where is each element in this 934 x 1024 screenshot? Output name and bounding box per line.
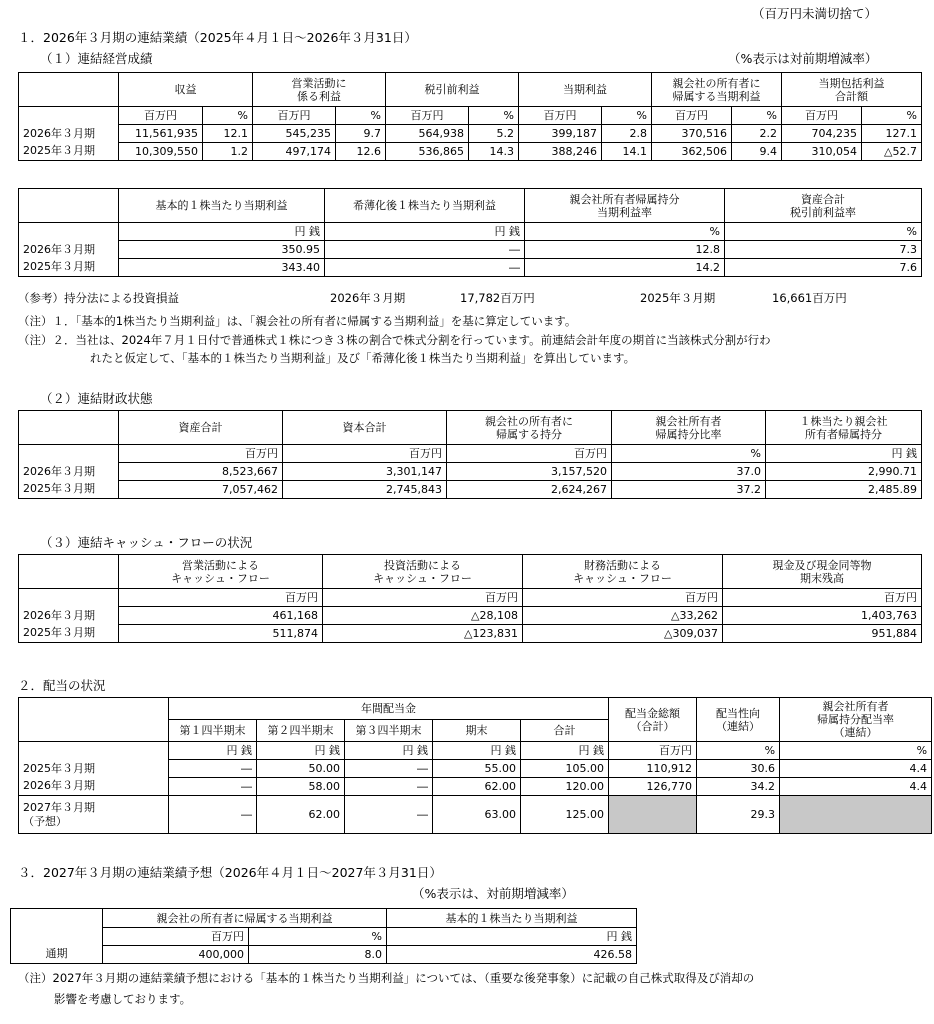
- value-cell: 110,912: [609, 760, 697, 778]
- value-cell: ―: [345, 778, 433, 796]
- value-cell: 14.3: [469, 143, 519, 161]
- value-cell: 2,745,843: [283, 481, 447, 499]
- forecast-pct-note: （%表示は、対前期増減率）: [412, 886, 574, 901]
- unit-cell: 円 銭: [257, 742, 345, 760]
- unit-label-cell: [19, 107, 119, 125]
- value-cell: 2,485.89: [766, 481, 922, 499]
- header-total: 合計: [521, 720, 609, 742]
- table-row: [19, 607, 922, 625]
- corner-cell: [19, 698, 169, 720]
- unit-label-cell: [19, 445, 119, 463]
- value-cell: 704,235: [782, 125, 862, 143]
- header-revenue: 収益: [119, 73, 253, 107]
- value-cell: 9.4: [732, 143, 782, 161]
- value-cell: 37.2: [612, 481, 766, 499]
- unit-cell: %: [469, 107, 519, 125]
- unit-cell: 円 銭: [387, 928, 637, 946]
- unit-label-cell: [19, 223, 119, 241]
- corner-cell: [19, 411, 119, 445]
- table-row: [19, 125, 922, 143]
- value-cell: 7.6: [725, 259, 922, 277]
- header-cash-balance: 現金及び現金同等物 期末残高: [723, 555, 922, 589]
- forecast-title: ３．2027年３月期の連結業績予想（2026年４月１日～2027年３月31日）: [18, 865, 442, 880]
- header-operating-profit: 営業活動に 係る利益: [253, 73, 386, 107]
- unit-cell: 百万円: [283, 445, 447, 463]
- value-cell: △33,262: [523, 607, 723, 625]
- row-label: 2026年３月期: [19, 463, 119, 481]
- unit-cell: %: [336, 107, 386, 125]
- operating-results-table: [18, 72, 922, 161]
- value-cell: ―: [345, 796, 433, 834]
- value-cell: 1,403,763: [723, 607, 922, 625]
- eps-table: [18, 188, 922, 277]
- operating-results-pct-note: （%表示は対前期増減率）: [728, 51, 878, 66]
- header-diluted-eps: 希薄化後１株当たり当期利益: [325, 189, 525, 223]
- value-cell: 10,309,550: [119, 143, 203, 161]
- value-cell: 400,000: [103, 946, 249, 964]
- value-cell: 7.3: [725, 241, 922, 259]
- corner-cell: [19, 73, 119, 107]
- cash-flow-title: （３）連結キャッシュ・フローの状況: [40, 535, 253, 550]
- unit-cell: 百万円: [103, 928, 249, 946]
- value-cell: 350.95: [119, 241, 325, 259]
- value-cell: 50.00: [257, 760, 345, 778]
- header-net-profit: 当期利益: [519, 73, 652, 107]
- unit-cell: 円 銭: [766, 445, 922, 463]
- value-cell: 5.2: [469, 125, 519, 143]
- value-cell: 14.2: [525, 259, 725, 277]
- value-cell: 8,523,667: [119, 463, 283, 481]
- table-row: [19, 241, 922, 259]
- value-cell: 951,884: [723, 625, 922, 643]
- financial-position-title: （２）連結財政状態: [40, 391, 153, 406]
- reference-value-1: 17,782百万円: [460, 291, 535, 305]
- annual-dividend-header: 年間配当金: [169, 698, 609, 720]
- value-cell: 370,516: [652, 125, 732, 143]
- row-label: 2026年３月期: [19, 241, 119, 259]
- value-cell: 3,301,147: [283, 463, 447, 481]
- dividends-table: [18, 697, 932, 834]
- value-cell: 127.1: [862, 125, 922, 143]
- header-forecast-owners-profit: 親会社の所有者に帰属する当期利益: [103, 909, 387, 928]
- reference-value-2: 16,661百万円: [772, 291, 847, 305]
- value-cell: 30.6: [697, 760, 780, 778]
- unit-cell: %: [612, 445, 766, 463]
- value-cell: 399,187: [519, 125, 602, 143]
- value-cell: 63.00: [433, 796, 521, 834]
- unit-cell: %: [525, 223, 725, 241]
- value-cell: 37.0: [612, 463, 766, 481]
- corner-cell: [19, 555, 119, 589]
- header-comprehensive-income: 当期包括利益 合計額: [782, 73, 922, 107]
- note-1: （注）１．「基本的1株当たり当期利益」は、「親会社の所有者に帰属する当期利益」を基に算定しています。: [18, 314, 577, 328]
- header-roa: 資産合計 税引前利益率: [725, 189, 922, 223]
- value-cell: ―: [325, 259, 525, 277]
- header-financing-cf: 財務活動による キャッシュ・フロー: [523, 555, 723, 589]
- unit-cell: 百万円: [386, 107, 469, 125]
- value-cell: 12.1: [203, 125, 253, 143]
- unit-note: （百万円未満切捨て）: [752, 6, 878, 21]
- value-cell: ―: [169, 760, 257, 778]
- value-cell: 2,990.71: [766, 463, 922, 481]
- value-cell: 120.00: [521, 778, 609, 796]
- unit-cell: 円 銭: [345, 742, 433, 760]
- dividends-title: ２．配当の状況: [18, 678, 106, 693]
- row-label: 2025年３月期: [19, 143, 119, 161]
- row-label: 2025年３月期: [19, 259, 119, 277]
- row-label: 2027年３月期 （予想）: [19, 796, 169, 834]
- header-payout-ratio: 配当性向 （連結）: [697, 698, 780, 742]
- value-cell: 3,157,520: [447, 463, 612, 481]
- value-cell: 1.2: [203, 143, 253, 161]
- unit-cell: %: [732, 107, 782, 125]
- value-cell: ―: [169, 796, 257, 834]
- corner-cell: [11, 909, 103, 928]
- header-q2: 第２四半期末: [257, 720, 345, 742]
- table-row: [11, 946, 637, 964]
- value-cell: 4.4: [780, 778, 932, 796]
- unit-cell: %: [862, 107, 922, 125]
- forecast-table: [10, 908, 637, 964]
- unit-cell: 円 銭: [325, 223, 525, 241]
- value-cell: 343.40: [119, 259, 325, 277]
- value-cell: 8.0: [249, 946, 387, 964]
- unit-cell: 百万円: [323, 589, 523, 607]
- table-row: [19, 760, 932, 778]
- value-cell: 105.00: [521, 760, 609, 778]
- shaded-cell: [609, 796, 697, 834]
- table-row: [19, 259, 922, 277]
- row-label: 2026年３月期: [19, 778, 169, 796]
- value-cell: 58.00: [257, 778, 345, 796]
- operating-results-title: （１）連結経営成績: [40, 51, 153, 66]
- note-2-cont: れたと仮定して、「基本的１株当たり当期利益」及び「希薄化後１株当たり当期利益」を算出しています。: [90, 351, 636, 365]
- section1-title: １．2026年３月期の連結業績（2025年４月１日～2026年３月31日）: [18, 30, 417, 45]
- reference-period-2: 2025年３月期: [640, 291, 716, 305]
- unit-cell: 円 銭: [169, 742, 257, 760]
- value-cell: 62.00: [433, 778, 521, 796]
- row-label: 2026年３月期: [19, 125, 119, 143]
- forecast-note-cont: 影響を考慮しております。: [54, 992, 192, 1006]
- unit-label-cell: [19, 742, 169, 760]
- value-cell: △28,108: [323, 607, 523, 625]
- value-cell: 2.2: [732, 125, 782, 143]
- shaded-cell: [780, 796, 932, 834]
- value-cell: 388,246: [519, 143, 602, 161]
- unit-cell: %: [725, 223, 922, 241]
- row-label: 2025年３月期: [19, 481, 119, 499]
- value-cell: 7,057,462: [119, 481, 283, 499]
- header-total-equity: 資本合計: [283, 411, 447, 445]
- table-row: [19, 796, 932, 834]
- value-cell: 12.8: [525, 241, 725, 259]
- unit-cell: 百万円: [253, 107, 336, 125]
- table-row: [19, 463, 922, 481]
- value-cell: 461,168: [119, 607, 323, 625]
- header-roe: 親会社所有者帰属持分 当期利益率: [525, 189, 725, 223]
- unit-cell: 円 銭: [521, 742, 609, 760]
- header-equity-per-share: １株当たり親会社 所有者帰属持分: [766, 411, 922, 445]
- unit-label-cell: [19, 589, 119, 607]
- header-owners-profit: 親会社の所有者に 帰属する当期利益: [652, 73, 782, 107]
- header-basic-eps: 基本的１株当たり当期利益: [119, 189, 325, 223]
- cash-flow-table: [18, 554, 922, 643]
- unit-cell: 百万円: [447, 445, 612, 463]
- value-cell: △309,037: [523, 625, 723, 643]
- value-cell: 125.00: [521, 796, 609, 834]
- unit-cell: 百万円: [119, 107, 203, 125]
- value-cell: 2.8: [602, 125, 652, 143]
- corner-cell: [19, 720, 169, 742]
- reference-period-1: 2026年３月期: [330, 291, 406, 305]
- unit-cell: 百万円: [523, 589, 723, 607]
- header-operating-cf: 営業活動による キャッシュ・フロー: [119, 555, 323, 589]
- corner-cell: [19, 189, 119, 223]
- unit-cell: 百万円: [119, 589, 323, 607]
- table-row: [19, 778, 932, 796]
- row-label: 通期: [11, 946, 103, 964]
- value-cell: 545,235: [253, 125, 336, 143]
- value-cell: 9.7: [336, 125, 386, 143]
- unit-cell: 百万円: [519, 107, 602, 125]
- value-cell: 12.6: [336, 143, 386, 161]
- row-label: 2026年３月期: [19, 607, 119, 625]
- value-cell: 362,506: [652, 143, 732, 161]
- header-year-end: 期末: [433, 720, 521, 742]
- unit-cell: 百万円: [723, 589, 922, 607]
- financial-position-table: [18, 410, 922, 499]
- header-pretax-profit: 税引前利益: [386, 73, 519, 107]
- header-doe: 親会社所有者 帰属持分配当率 （連結）: [780, 698, 932, 742]
- value-cell: 310,054: [782, 143, 862, 161]
- value-cell: 4.4: [780, 760, 932, 778]
- table-row: [19, 481, 922, 499]
- value-cell: 62.00: [257, 796, 345, 834]
- unit-cell: 円 銭: [119, 223, 325, 241]
- unit-cell: %: [602, 107, 652, 125]
- header-forecast-eps: 基本的１株当たり当期利益: [387, 909, 637, 928]
- value-cell: ―: [345, 760, 433, 778]
- header-equity-ratio: 親会社所有者 帰属持分比率: [612, 411, 766, 445]
- value-cell: 511,874: [119, 625, 323, 643]
- unit-label-cell: [11, 928, 103, 946]
- unit-cell: %: [780, 742, 932, 760]
- unit-cell: %: [203, 107, 253, 125]
- header-total-assets: 資産合計: [119, 411, 283, 445]
- unit-cell: %: [249, 928, 387, 946]
- header-q1: 第１四半期末: [169, 720, 257, 742]
- row-label: 2025年３月期: [19, 625, 119, 643]
- value-cell: 126,770: [609, 778, 697, 796]
- value-cell: △123,831: [323, 625, 523, 643]
- header-investing-cf: 投資活動による キャッシュ・フロー: [323, 555, 523, 589]
- value-cell: ―: [169, 778, 257, 796]
- value-cell: 536,865: [386, 143, 469, 161]
- reference-label: （参考）持分法による投資損益: [18, 291, 179, 305]
- header-owners-equity: 親会社の所有者に 帰属する持分: [447, 411, 612, 445]
- table-row: [19, 143, 922, 161]
- value-cell: 34.2: [697, 778, 780, 796]
- unit-cell: 円 銭: [433, 742, 521, 760]
- unit-cell: 百万円: [609, 742, 697, 760]
- value-cell: 426.58: [387, 946, 637, 964]
- value-cell: ―: [325, 241, 525, 259]
- row-label: 2025年３月期: [19, 760, 169, 778]
- unit-cell: 百万円: [782, 107, 862, 125]
- unit-cell: %: [697, 742, 780, 760]
- value-cell: 2,624,267: [447, 481, 612, 499]
- forecast-note: （注）2027年３月期の連結業績予想における「基本的１株当たり当期利益」については、（重要な後発事象）に記載の自己株式取得及び消却の: [18, 971, 755, 985]
- value-cell: △52.7: [862, 143, 922, 161]
- note-2: （注）２．当社は、2024年７月１日付で普通株式１株につき３株の割合で株式分割を行っています。前連結会計年度の期首に当該株式分割が行わ: [18, 333, 771, 347]
- header-q3: 第３四半期末: [345, 720, 433, 742]
- unit-cell: 百万円: [119, 445, 283, 463]
- value-cell: 29.3: [697, 796, 780, 834]
- value-cell: 55.00: [433, 760, 521, 778]
- value-cell: 14.1: [602, 143, 652, 161]
- value-cell: 564,938: [386, 125, 469, 143]
- value-cell: 497,174: [253, 143, 336, 161]
- header-total-dividends: 配当金総額 （合計）: [609, 698, 697, 742]
- unit-cell: 百万円: [652, 107, 732, 125]
- table-row: [19, 625, 922, 643]
- value-cell: 11,561,935: [119, 125, 203, 143]
